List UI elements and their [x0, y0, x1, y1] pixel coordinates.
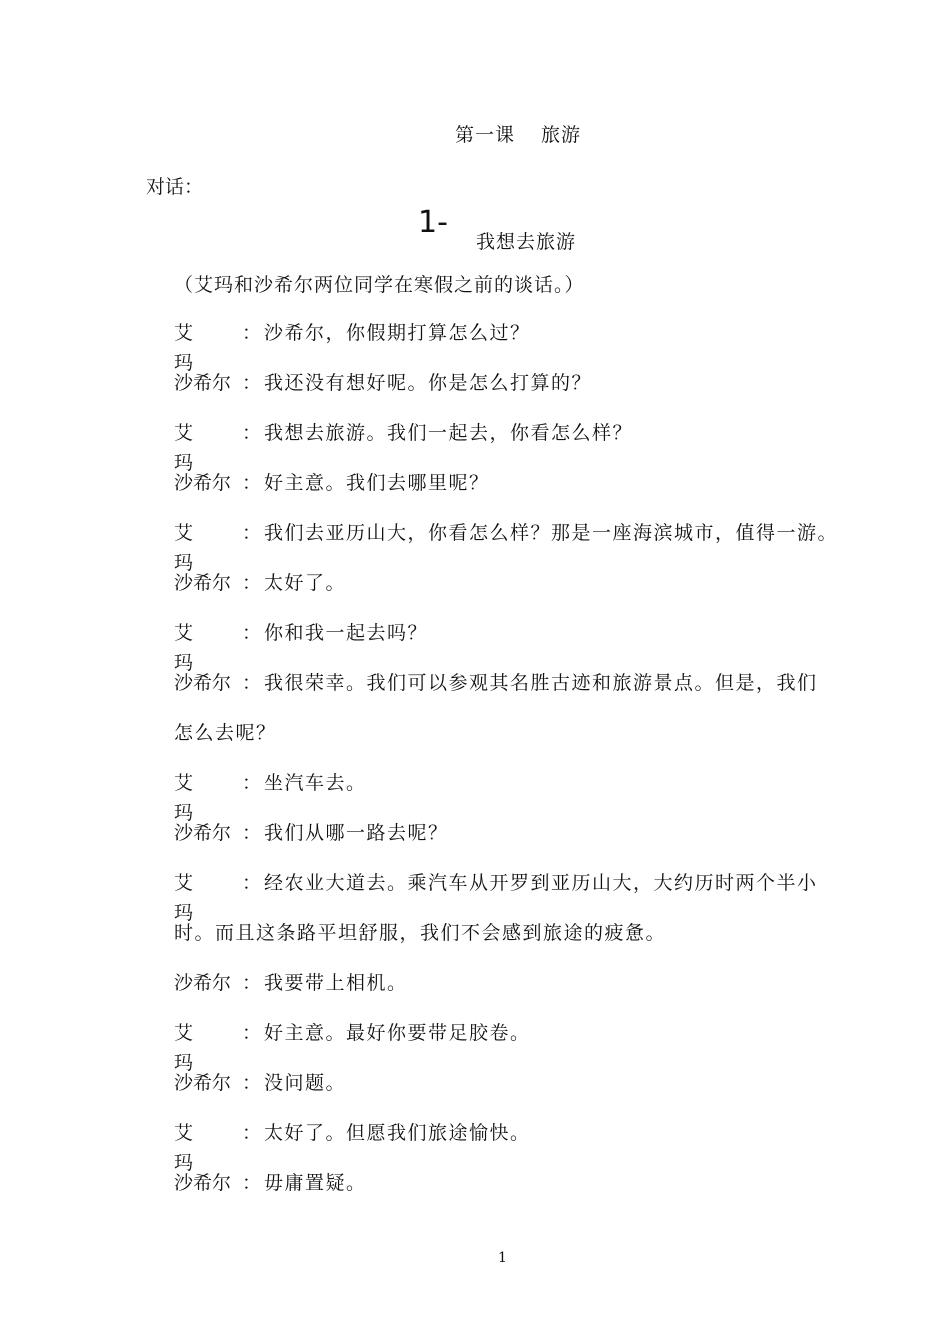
speaker-name: 艾玛	[174, 772, 218, 824]
dialogue-line	[174, 968, 874, 1018]
speaker-colon: ：	[242, 972, 262, 994]
lesson-topic: 旅游	[541, 124, 582, 146]
speaker-colon: ：	[242, 472, 262, 494]
lesson-title	[455, 120, 581, 147]
dialogue-line	[174, 818, 874, 868]
dialogue-line	[174, 768, 874, 824]
dialogue-text: 毋庸置疑。	[264, 1172, 367, 1194]
dialogue-text: 我想去旅游。我们一起去，你看怎么样？	[264, 422, 634, 444]
dialogue-line	[174, 368, 874, 418]
dialogue-text: 我们去亚历山大，你看怎么样？那是一座海滨城市，值得一游。	[264, 522, 839, 544]
lesson-number: 第一课	[455, 124, 516, 146]
speaker-colon: ：	[242, 772, 262, 794]
speaker-name: 沙希尔	[174, 1172, 232, 1194]
scene-note: （艾玛和沙希尔两位同学在寒假之前的谈话。）	[174, 274, 585, 296]
speaker-name: 沙希尔	[174, 572, 232, 594]
dialogue-text: 好主意。最好你要带足胶卷。	[264, 1022, 531, 1044]
dialogue-continuation: 怎么去呢？	[174, 722, 277, 744]
dialogue-text: 太好了。但愿我们旅途愉快。	[264, 1122, 531, 1144]
speaker-colon: ：	[242, 872, 262, 894]
speaker-name: 沙希尔	[174, 972, 232, 994]
section-label: 对话：	[146, 176, 204, 198]
speaker-colon: ：	[242, 1122, 262, 1144]
speaker-colon: ：	[242, 1072, 262, 1094]
dialogue-text: 经农业大道去。乘汽车从开罗到亚历山大，大约历时两个半小	[264, 872, 818, 894]
dialogue-line	[174, 1018, 874, 1074]
dialogue-text: 我很荣幸。我们可以参观其名胜古迹和旅游景点。但是，我们	[264, 672, 818, 694]
dialogue-continuation: 时。而且这条路平坦舒服，我们不会感到旅途的疲惫。	[174, 922, 667, 944]
speaker-colon: ：	[242, 372, 262, 394]
page-number: 1	[498, 1250, 507, 1266]
dialogue-number: 1-	[418, 205, 448, 240]
speaker-colon: ：	[242, 622, 262, 644]
speaker-name: 沙希尔	[174, 372, 232, 394]
dialogue-line	[174, 418, 874, 474]
speaker-colon: ：	[242, 1022, 262, 1044]
dialogue-lines	[174, 318, 874, 1218]
dialogue-text: 我要带上相机。	[264, 972, 408, 994]
speaker-name: 艾玛	[174, 322, 218, 374]
dialogue-line	[174, 668, 874, 718]
dialogue-line	[174, 918, 874, 968]
dialogue-line	[174, 568, 874, 618]
speaker-colon: ：	[242, 422, 262, 444]
dialogue-text: 我们从哪一路去呢？	[264, 822, 449, 844]
dialogue-line	[174, 518, 874, 574]
dialogue-line	[174, 318, 874, 374]
dialogue-line	[174, 1168, 874, 1218]
dialogue-line	[174, 1118, 874, 1174]
dialogue-line	[174, 618, 874, 674]
speaker-colon: ：	[242, 822, 262, 844]
speaker-colon: ：	[242, 322, 262, 344]
dialogue-line	[174, 718, 874, 768]
dialogue-line	[174, 468, 874, 518]
dialogue-title: 我想去旅游	[476, 231, 577, 253]
dialogue-text: 好主意。我们去哪里呢？	[264, 472, 490, 494]
speaker-name: 艾玛	[174, 1122, 218, 1174]
speaker-name: 艾玛	[174, 422, 218, 474]
speaker-name: 沙希尔	[174, 822, 232, 844]
speaker-name: 艾玛	[174, 622, 218, 674]
dialogue-line	[174, 1068, 874, 1118]
speaker-name: 艾玛	[174, 1022, 218, 1074]
dialogue-text: 没问题。	[264, 1072, 347, 1094]
speaker-colon: ：	[242, 1172, 262, 1194]
speaker-name: 艾玛	[174, 872, 218, 924]
dialogue-text: 太好了。	[264, 572, 347, 594]
speaker-name: 艾玛	[174, 522, 218, 574]
speaker-colon: ：	[242, 572, 262, 594]
speaker-name: 沙希尔	[174, 472, 232, 494]
speaker-name: 沙希尔	[174, 672, 232, 694]
speaker-name: 沙希尔	[174, 1072, 232, 1094]
dialogue-line	[174, 868, 874, 924]
dialogue-text: 我还没有想好呢。你是怎么打算的？	[264, 372, 593, 394]
dialogue-text: 坐汽车去。	[264, 772, 367, 794]
speaker-colon: ：	[242, 672, 262, 694]
dialogue-text: 你和我一起去吗？	[264, 622, 429, 644]
speaker-colon: ：	[242, 522, 262, 544]
dialogue-text: 沙希尔，你假期打算怎么过？	[264, 322, 531, 344]
